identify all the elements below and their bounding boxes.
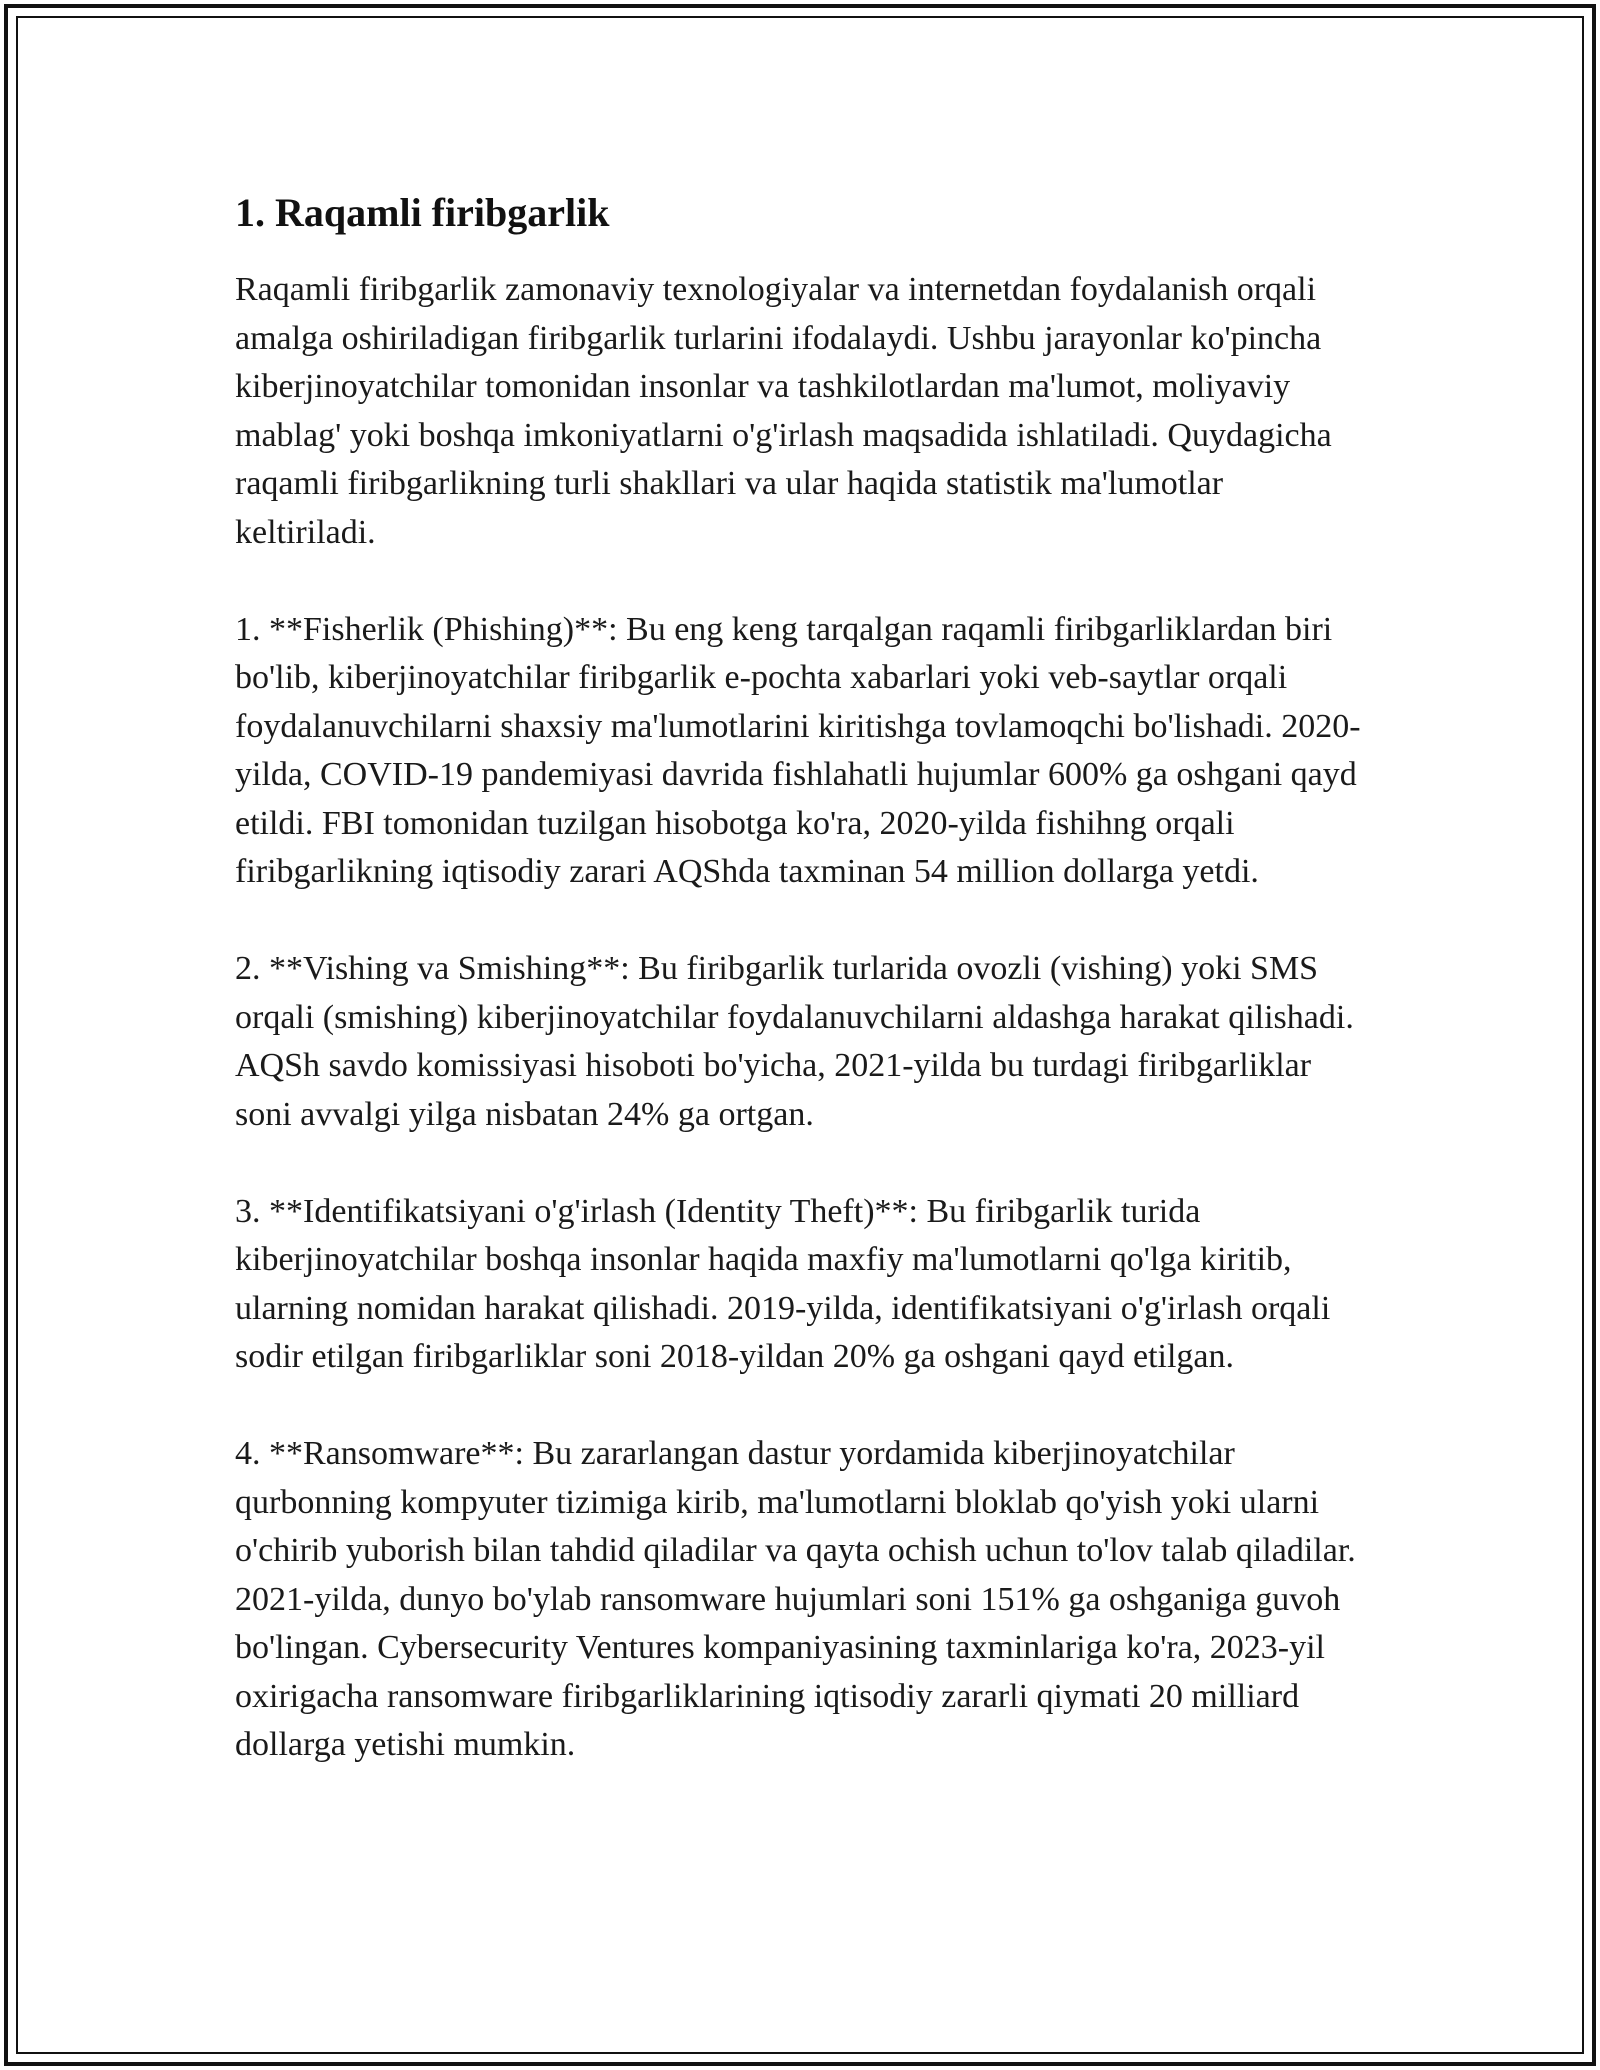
phishing-paragraph: 1. **Fisherlik (Phishing)**: Bu eng keng tarqalgan raqamli firibgarliklardan biri bo'lib, kiberjinoyatchilar firibgarlik e-pochta xabarlari yoki veb-saytlar orqali foydalanuvchilarni shaxsiy ma'lumotlarini kiritishga tovlamoqchi bo'lishadi. 2020-yilda, COVID-19 pandemiyasi davrida fishlahatli hujumlar 600% ga oshgani qayd etildi. FBI tomonidan tuzilgan hisobotga ko'ra, 2020-yilda fishihng orqali firibgarlikning iqtisodiy zarari AQShda taxminan 54 million dollarga yetdi. (235, 610, 1361, 890)
document-body (235, 188, 1370, 1770)
intro-paragraph: Raqamli firibgarlik zamonaviy texnologiyalar va internetdan foydalanish orqali amalga oshiriladigan firibgarlik turlarini ifodalaydi. Ushbu jarayonlar ko'pincha kiberjinoyatchilar tomonidan insonlar va tashkilotlardan ma'lumot, moliyaviy mablag' yoki boshqa imkoniyatlarni o'g'irlash maqsadida ishlatiladi. Quydagicha raqamli firibgarlikning turli shakllari va ular haqida statistik ma'lumotlar keltiriladi. (235, 271, 1332, 551)
vishing-smishing-paragraph: 2. **Vishing va Smishing**: Bu firibgarlik turlarida ovozli (vishing) yoki SMS orqali (smishing) kiberjinoyatchilar foydalanuvchilarni aldashga harakat qilishadi. AQSh savdo komissiyasi hisoboti bo'yicha, 2021-yilda bu turdagi firibgarliklar soni avvalgi yilga nisbatan 24% ga ortgan. (235, 950, 1354, 1133)
identity-theft-paragraph: 3. **Identifikatsiyani o'g'irlash (Identity Theft)**: Bu firibgarlik turida kiberjinoyatchilar boshqa insonlar haqida maxfiy ma'lumotlarni qo'lga kiritib, ularning nomidan harakat qilishadi. 2019-yilda, identifikatsiyani o'g'irlash orqali sodir etilgan firibgarliklar soni 2018-yildan 20% ga oshgani qayd etilgan. (235, 1192, 1331, 1375)
section-title: 1. Raqamli firibgarlik (235, 190, 610, 235)
ransomware-paragraph: 4. **Ransomware**: Bu zararlangan dastur yordamida kiberjinoyatchilar qurbonning kompyuter tizimiga kirib, ma'lumotlarni bloklab qo'yish yoki ularni o'chirib yuborish bilan tahdid qiladilar va qayta ochish uchun to'lov talab qiladilar. 2021-yilda, dunyo bo'ylab ransomware hujumlari soni 151% ga oshganiga guvoh bo'lingan. Cybersecurity Ventures kompaniyasining taxminlariga ko'ra, 2023-yil oxirigacha ransomware firibgarliklarining iqtisodiy zararli qiymati 20 milliard dollarga yetishi mumkin. (235, 1435, 1356, 1763)
